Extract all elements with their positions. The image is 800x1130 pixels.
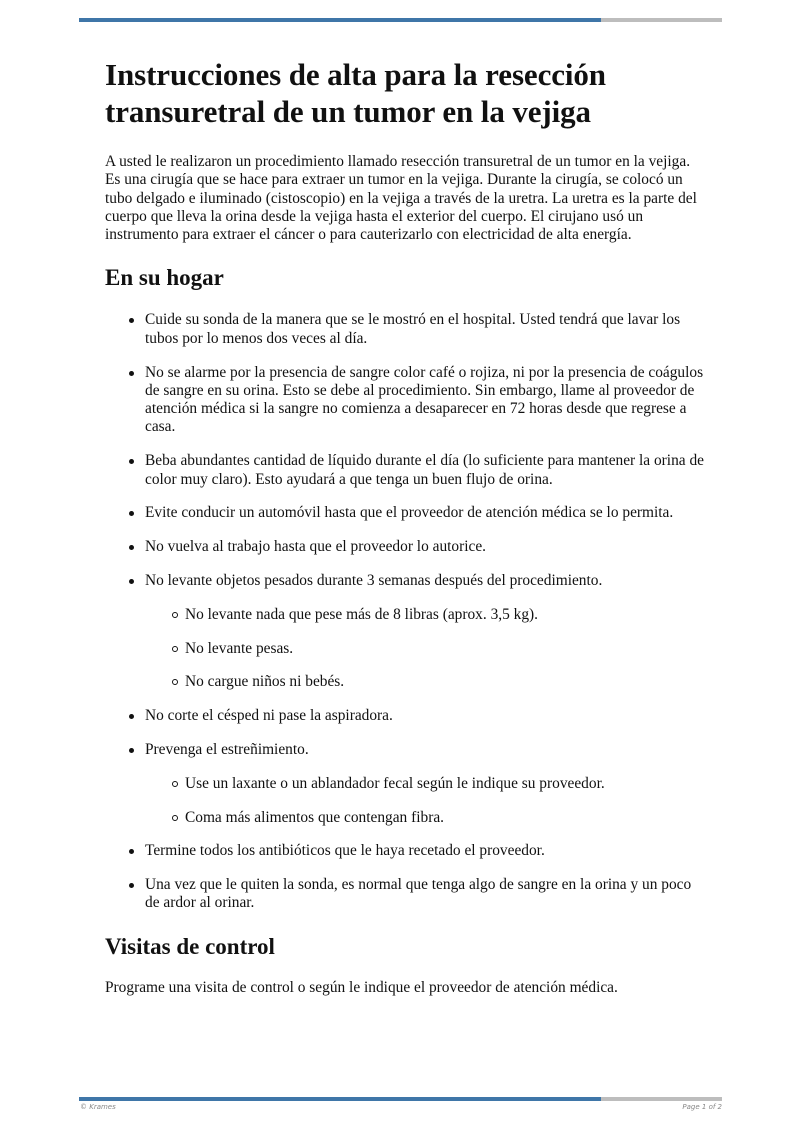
list-item-text: Beba abundantes cantidad de líquido durante el día (lo suficiente para mantener la orina de color muy claro). Esto ayudará a que tenga un buen flujo de orina. bbox=[145, 452, 704, 488]
sublist-item-text: No cargue niños ni bebés. bbox=[185, 673, 345, 691]
section-title-home: En su hogar bbox=[105, 265, 224, 291]
list-item bbox=[105, 538, 705, 556]
hollow-bullet-icon bbox=[172, 646, 178, 652]
bullet-icon bbox=[129, 883, 134, 888]
list-item bbox=[105, 876, 705, 913]
footer-page-number: Page 1 of 2 bbox=[682, 1103, 722, 1111]
home-instructions-list bbox=[105, 311, 705, 912]
followup-paragraph: Programe una visita de control o según le indique el proveedor de atención médica. bbox=[105, 978, 618, 996]
list-item-text: Termine todos los antibióticos que le haya recetado el proveedor. bbox=[145, 842, 545, 860]
section-title-followup: Visitas de control bbox=[105, 933, 275, 959]
list-item-text: No levante objetos pesados durante 3 semanas después del procedimiento. bbox=[145, 571, 603, 589]
header-accent-bar-grey bbox=[601, 18, 722, 22]
footer-accent-bar-grey bbox=[601, 1097, 722, 1101]
list-item bbox=[105, 364, 705, 437]
bullet-icon bbox=[129, 714, 134, 719]
hollow-bullet-icon bbox=[172, 612, 178, 618]
bullet-icon bbox=[129, 459, 134, 464]
sublist-item bbox=[105, 775, 705, 793]
hollow-bullet-icon bbox=[172, 815, 178, 821]
list-item-text: Una vez que le quiten la sonda, es normal que tenga algo de sangre en la orina y un poco de ardor al orinar. bbox=[145, 876, 692, 912]
header-accent-bar bbox=[79, 18, 722, 22]
header-accent-bar-blue bbox=[79, 18, 601, 22]
sublist-item bbox=[105, 809, 705, 827]
list-item bbox=[105, 452, 705, 489]
sublist-item-text: No levante pesas. bbox=[185, 639, 294, 657]
sublist bbox=[145, 775, 705, 827]
sublist-item-text: Coma más alimentos que contengan fibra. bbox=[185, 808, 445, 826]
hollow-bullet-icon bbox=[172, 781, 178, 787]
bullet-icon bbox=[129, 748, 134, 753]
footer-accent-bar bbox=[79, 1097, 722, 1101]
list-item bbox=[105, 311, 705, 348]
list-item bbox=[105, 842, 705, 860]
bullet-icon bbox=[129, 545, 134, 550]
list-item-text: Cuide su sonda de la manera que se le mostró en el hospital. Usted tendrá que lavar los tubos por lo menos dos veces al día. bbox=[145, 311, 681, 347]
footer-accent-bar-blue bbox=[79, 1097, 601, 1101]
list-item bbox=[105, 707, 705, 725]
list-item-text: Prevenga el estreñimiento. bbox=[145, 740, 309, 758]
sublist-item-text: No levante nada que pese más de 8 libras (aprox. 3,5 kg). bbox=[185, 605, 539, 623]
bullet-icon bbox=[129, 579, 134, 584]
bullet-icon bbox=[129, 849, 134, 854]
footer-copyright: © Krames bbox=[80, 1103, 116, 1111]
document-title: Instrucciones de alta para la resección transuretral de un tumor en la vejiga bbox=[105, 57, 606, 129]
list-item bbox=[105, 504, 705, 522]
sublist-item bbox=[105, 673, 705, 691]
document-content bbox=[105, 56, 705, 997]
list-item-text: No vuelva al trabajo hasta que el proveedor lo autorice. bbox=[145, 538, 487, 556]
bullet-icon bbox=[129, 371, 134, 376]
hollow-bullet-icon bbox=[172, 679, 178, 685]
sublist-item-text: Use un laxante o un ablandador fecal según le indique su proveedor. bbox=[185, 774, 605, 792]
list-item-text: No se alarme por la presencia de sangre color café o rojiza, ni por la presencia de coágulos de sangre en su orina. Esto se debe al procedimiento. Sin embargo, llame al proveedor de atención médica si la sangre no comienza a desaparecer en 72 horas desde que regrese a casa. bbox=[145, 363, 704, 436]
sublist-item bbox=[105, 606, 705, 624]
list-item bbox=[105, 572, 705, 692]
list-item bbox=[105, 741, 705, 827]
list-item-text: No corte el césped ni pase la aspiradora. bbox=[145, 707, 393, 725]
intro-paragraph: A usted le realizaron un procedimiento llamado resección transuretral de un tumor en la vejiga. Es una cirugía que se hace para extraer un tumor en la vejiga. Durante la cirugía, se colocó un tubo delgado e iluminado (cistoscopio) en la vejiga a través de la uretra. La uretra es la parte del cuerpo que lleva la orina desde la vejiga hasta el exterior del cuerpo. El cirujano usó un instrumento para extraer el cáncer o para cauterizarlo con electricidad de alta energía. bbox=[105, 153, 697, 244]
list-item-text: Evite conducir un automóvil hasta que el proveedor de atención médica se lo permita. bbox=[145, 504, 674, 522]
bullet-icon bbox=[129, 511, 134, 516]
bullet-icon bbox=[129, 318, 134, 323]
sublist bbox=[145, 606, 705, 692]
sublist-item bbox=[105, 640, 705, 658]
